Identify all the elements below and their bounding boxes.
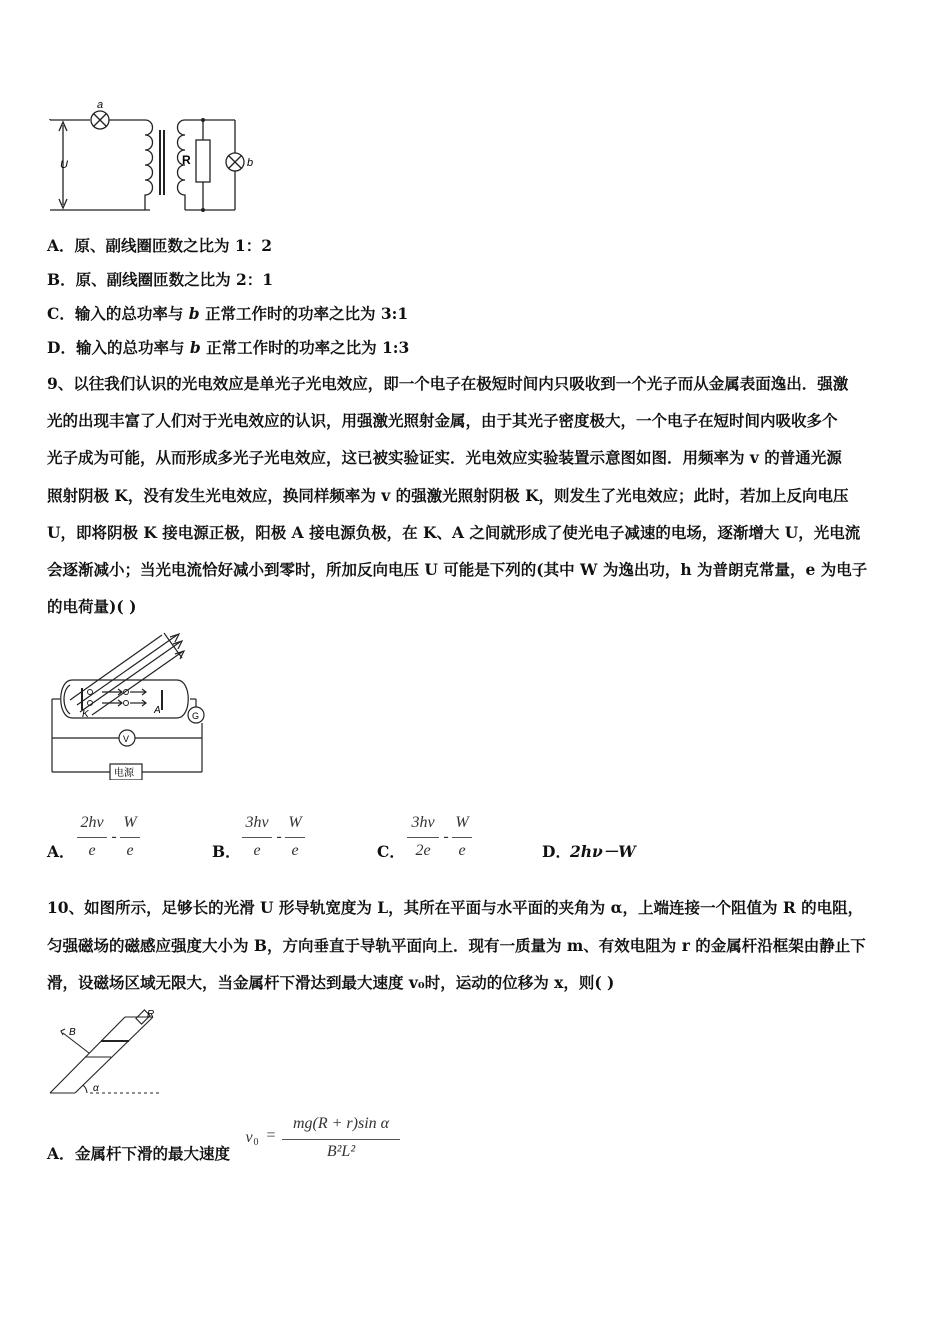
numerator: W — [288, 814, 302, 831]
q8-option-a[interactable] — [47, 236, 272, 256]
option-letter: A． — [47, 236, 75, 255]
q9-line: 9、以往我们认识的光电效应是单光子光电效应，即一个电子在极短时间内只吸收到一个光子而从金属表面逸出．强激 — [47, 374, 849, 393]
option-text: 2hν－W — [570, 842, 636, 861]
fraction-expression — [405, 814, 477, 864]
denominator: 2e — [415, 842, 431, 859]
minus-sign: - — [276, 828, 282, 845]
option-letter: C． — [47, 304, 75, 323]
label-A: A — [154, 705, 161, 716]
label-R: R — [182, 153, 191, 167]
photoelectric-apparatus-figure — [42, 630, 217, 780]
equals-sign: = — [266, 1127, 276, 1144]
option-var: b — [188, 304, 200, 323]
minus-sign: - — [111, 828, 117, 845]
option-text: 输入的总功率与 — [74, 304, 189, 323]
formula-lhs: v — [245, 1129, 253, 1146]
label-alpha: α — [93, 1083, 99, 1094]
label-power-source: 电源 — [114, 768, 134, 779]
q10-line: 10、如图所示，足够长的光滑 U 形导轨宽度为 L，其所在平面与水平面的夹角为 α，上端连接一个阻值为 R 的电阻， — [47, 898, 864, 917]
inclined-rail-figure — [45, 1005, 165, 1097]
q9-line: 照射阴极 K，没有发生光电效应，换同样频率为 v 的强激光照射阴极 K，则发生了光电效应；此时，若加上反向电压 — [47, 486, 849, 505]
q9-line: 会逐渐减小；当光电流恰好减小到零时，所加反向电压 U 可能是下列的(其中 W 为逸出功，h 为普朗克常量，e 为电子 — [47, 560, 868, 579]
denominator: e — [458, 842, 466, 859]
label-U: U — [60, 159, 68, 171]
numerator: mg(R + r)sin α — [292, 1115, 390, 1132]
option-letter: B． — [212, 842, 241, 861]
option-text: 原、副线圈匝数之比为 2：1 — [75, 270, 274, 289]
denominator: B²L² — [326, 1143, 356, 1160]
label-R: R — [147, 1009, 155, 1020]
numerator: W — [123, 814, 137, 831]
option-text: 金属杆下滑的最大速度 — [75, 1144, 231, 1163]
denominator: e — [88, 842, 96, 859]
option-letter: C． — [377, 842, 405, 861]
label-b: b — [247, 157, 254, 169]
option-text: 原、副线圈匝数之比为 1：2 — [74, 236, 272, 255]
q8-option-b[interactable] — [47, 270, 273, 290]
minus-sign: - — [443, 828, 449, 845]
fraction-expression — [240, 814, 310, 864]
option-text: 正常工作时的功率之比为 3:1 — [199, 304, 409, 323]
numerator: 2hν — [80, 814, 104, 831]
numerator: 3hν — [411, 814, 435, 831]
q9-line: 光的出现丰富了人们对于光电效应的认识，用强激光照射金属，由于其光子密度极大，一个电子在短时间内吸收多个 — [47, 411, 838, 430]
q10-line: 滑，设磁场区域无限大，当金属杆下滑达到最大速度 v₀时，运动的位移为 x，则( ) — [47, 973, 615, 992]
numerator: W — [455, 814, 469, 831]
denominator: e — [126, 842, 134, 859]
option-var: b — [189, 338, 201, 357]
label-a: a — [97, 99, 104, 111]
label-V: V — [123, 734, 130, 744]
option-letter: B． — [47, 270, 76, 289]
option-letter: D． — [47, 338, 76, 357]
q10-line: 匀强磁场的磁感应强度大小为 B，方向垂直于导轨平面向上．现有一质量为 m、有效电阻为 r 的金属杆沿框架由静止下 — [47, 936, 866, 955]
label-G: G — [192, 711, 200, 721]
option-letter: A． — [47, 1144, 75, 1163]
option-letter: D． — [542, 842, 571, 861]
formula-lhs-subscript: 0 — [253, 1137, 259, 1148]
q8-option-d[interactable] — [47, 338, 409, 358]
numerator: 3hν — [245, 814, 269, 831]
denominator: e — [291, 842, 299, 859]
option-letter: A． — [47, 842, 75, 861]
fraction-expression — [75, 814, 145, 864]
transformer-circuit-figure — [45, 95, 265, 220]
denominator: e — [253, 842, 261, 859]
label-B: B — [69, 1027, 76, 1038]
label-K: K — [82, 709, 89, 720]
option-text: 正常工作时的功率之比为 1:3 — [200, 338, 410, 357]
max-velocity-formula — [244, 1113, 409, 1165]
option-text: 输入的总功率与 — [75, 338, 190, 357]
q9-line: 光子成为可能，从而形成多光子光电效应，这已被实验证实．光电效应实验装置示意图如图．用频率为 v 的普通光源 — [47, 448, 842, 467]
q8-option-c[interactable] — [47, 304, 408, 324]
q9-line: 的电荷量)( ) — [47, 597, 137, 616]
q9-line: U，即将阴极 K 接电源正极，阳极 A 接电源负极，在 K、A 之间就形成了使光电子减速的电场，逐渐增大 U，光电流 — [47, 523, 861, 542]
